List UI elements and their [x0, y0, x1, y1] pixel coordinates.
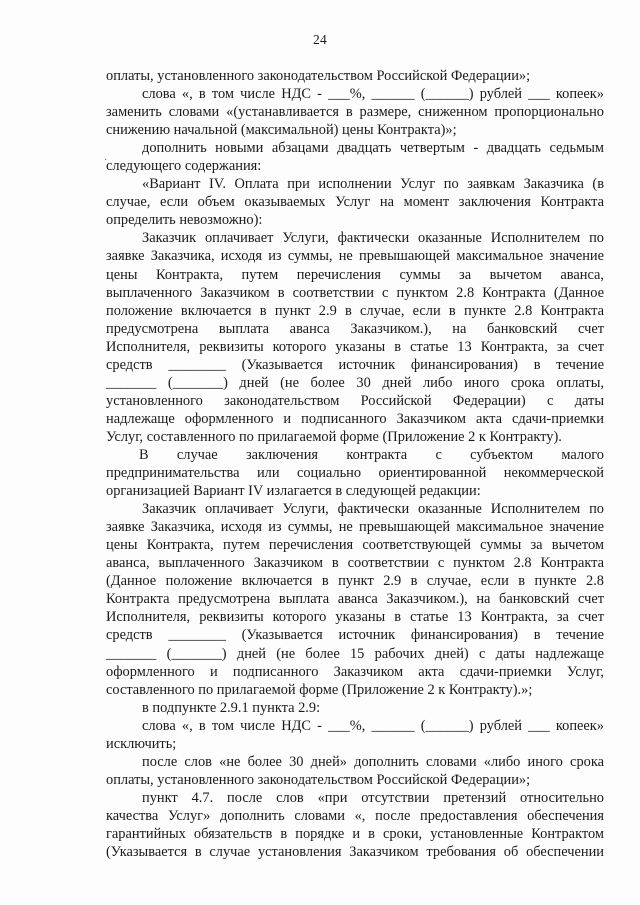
- paragraph: [106, 139, 604, 175]
- paragraph: [106, 446, 604, 500]
- text-line: заявке Заказчика, исходя из суммы, не превышающей максимальное значение: [106, 519, 604, 536]
- text-line: (Указывается в случае установления Заказчиком требования об обеспечении: [106, 844, 604, 861]
- text-line: надлежаще оформленного и подписанного Заказчиком акта сдачи-приемки: [106, 410, 604, 427]
- document-body: [106, 67, 604, 861]
- text-line: Заказчик оплачивает Услуги, фактически оказанные Исполнителем по: [142, 501, 604, 518]
- text-line: пункт 4.7. после слов «при отсутствии претензий относительно: [142, 789, 604, 806]
- text-line: слова «, в том числе НДС - ___%, ______ (______) рублей ___ копеек»: [142, 717, 604, 734]
- text-line: заменить словами «(устанавливается в размере, сниженном пропорционально: [106, 104, 604, 121]
- text-line: Исполнителя, реквизиты которого указаны в статье 13 Контракта, за счет: [106, 338, 604, 355]
- text-line: в подпункте 2.9.1 пункта 2.9:: [142, 699, 321, 716]
- text-line: _______ (_______) дней (не более 15 рабочих дней) с даты надлежаще: [106, 645, 604, 662]
- text-line: оплаты, установленного законодательством Российской Федерации»;: [106, 68, 531, 84]
- text-line: цены Контракта, путем перечисления суммы за вычетом аванса,: [106, 266, 604, 283]
- text-line: организацией Вариант IV излагается в следующей редакции:: [106, 483, 481, 500]
- text-line: Контракта предусмотрена выплата аванса Заказчиком.), на банковский счет: [106, 591, 604, 608]
- scan-mark: ·: [104, 155, 108, 166]
- text-line: снижению начальной (максимальной) цены Контракта)»;: [106, 122, 457, 139]
- text-line: слова «, в том числе НДС - ___%, ______ (______) рублей ___ копеек»: [142, 86, 604, 103]
- text-line: средств ________ (Указывается источник финансирования) в течение: [106, 627, 604, 644]
- text-line: Заказчик оплачивает Услуги, фактически оказанные Исполнителем по: [142, 230, 604, 247]
- text-line: установленного законодательством Российской Федерации) с даты: [106, 392, 604, 409]
- paragraph: [106, 67, 604, 85]
- paragraph: [106, 789, 604, 861]
- text-line: аванса, выплаченного Заказчиком в соответствии с пунктом 2.8 Контракта: [106, 555, 604, 572]
- paragraph: [106, 699, 604, 717]
- text-line: оформленного и подписанного Заказчиком акта сдачи-приемки Услуг,: [106, 663, 604, 680]
- text-line: заявке Заказчика, исходя из суммы, не превышающей максимальное значение: [106, 248, 604, 265]
- text-line: Услуг, составленного по прилагаемой форме (Приложение 2 к Контракту).: [106, 428, 562, 445]
- text-line: качества Услуг» дополнить словами «, после предоставления обеспечения: [106, 807, 604, 824]
- paragraph: [106, 717, 604, 753]
- paragraph: [106, 229, 604, 446]
- text-line: оплаты, установленного законодательством Российской Федерации»;: [106, 771, 531, 788]
- text-line: В случае заключения контракта с субъектом малого: [139, 446, 604, 463]
- text-line: предпринимательства или социально ориентированной некоммерческой: [106, 465, 604, 482]
- text-line: гарантийных обязательств в порядке и в сроки, установленные Контрактом: [106, 825, 604, 842]
- text-line: положение включается в пункт 2.9 в случае, если в пункте 2.8 Контракта: [106, 302, 604, 319]
- page-number: 24: [313, 32, 327, 47]
- text-line: случае, если объем оказываемых Услуг на момент заключения Контракта: [106, 194, 604, 211]
- paragraph: [106, 175, 604, 229]
- text-line: определить невозможно):: [106, 212, 263, 229]
- paragraph: [106, 85, 604, 139]
- paragraph: [106, 753, 604, 789]
- text-line: исключить;: [106, 735, 177, 752]
- text-line: следующего содержания:: [106, 158, 262, 175]
- text-line: «Вариант IV. Оплата при исполнении Услуг по заявкам Заказчика (в: [142, 176, 604, 193]
- text-line: дополнить новыми абзацами двадцать четвертым - двадцать седьмым: [142, 140, 604, 157]
- text-line: (Данное положение включается в пункт 2.9 в случае, если в пункте 2.8: [106, 573, 604, 590]
- text-line: после слов «не более 30 дней» дополнить словами «либо иного срока: [142, 753, 604, 770]
- text-line: средств ________ (Указывается источник финансирования) в течение: [106, 356, 604, 373]
- text-line: составленного по прилагаемой форме (Приложение 2 к Контракту).»;: [106, 681, 533, 698]
- text-line: цены Контракта, путем перечисления соответствующей суммы за вычетом: [106, 537, 604, 554]
- text-line: предусмотрена выплата аванса Заказчиком.), на банковский счет: [106, 320, 604, 337]
- text-line: Исполнителя, реквизиты которого указаны в статье 13 Контракта, за счет: [106, 609, 604, 626]
- paragraph: [106, 500, 604, 699]
- text-line: _______ (_______) дней (не более 30 дней либо иного срока оплаты,: [106, 374, 604, 391]
- text-line: выплаченного Заказчиком в соответствии с пунктом 2.8 Контракта (Данное: [106, 284, 604, 301]
